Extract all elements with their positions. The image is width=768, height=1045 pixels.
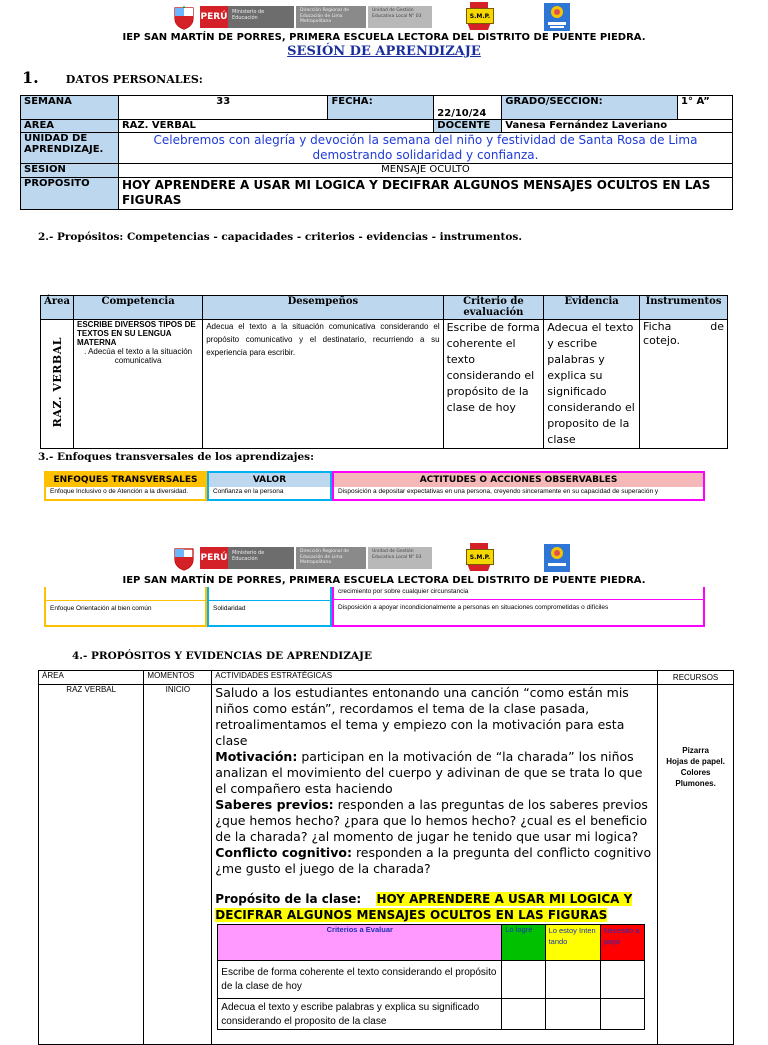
header-evidencia: Evidencia: [544, 296, 640, 320]
enfoque-row2: Enfoque Orientación al bien común: [50, 605, 152, 612]
section-number: 1.: [22, 68, 39, 87]
recurso-item: Plumones.: [675, 779, 716, 788]
capacidad-text: . Adecúa el texto a la situación comunicativa: [84, 347, 193, 365]
motivacion-text: participan en la motivación de “la charada” los niños analizan el movimiento del cuerpo y adivinan de que se trata lo que el compañero esta haciendo: [215, 749, 643, 796]
valor-column-cont: [207, 587, 332, 627]
recursos-cell: [658, 685, 734, 1045]
section4-title: 4.- PROPÓSITOS Y EVIDENCIAS DE APRENDIZAJE: [72, 650, 372, 662]
valor-column: [207, 471, 332, 501]
evaluation-table: [217, 924, 645, 1030]
semana-label: SEMANA: [21, 96, 119, 120]
necesito-apoyo-header: Necesito apoyo: [600, 925, 644, 961]
lo-estoy-intentando-header: Lo estoy Intentando: [545, 925, 600, 961]
smp-logo: S.M.P.: [464, 543, 494, 573]
header-desempenos: Desempeños: [203, 296, 443, 320]
instrumento-text: Ficha de cotejo.: [640, 320, 728, 449]
recurso-item: Pizarra: [682, 746, 709, 755]
area-vertical-label: RAZ. VERBAL: [50, 336, 64, 428]
docente-value: Vanesa Fernández Laveriano: [502, 120, 733, 133]
proposito-paragraph: [215, 891, 654, 923]
saberes-text: responden a las preguntas de los saberes previos ¿que hemos hecho? ¿para que lo hemos hecho? ¿cual es el beneficio de la charada? ¿al momento de jugar he tenido que usar mi logica?: [215, 797, 648, 844]
criterio-row-1: Escribe de forma coherente el texto considerando el propósito de la clase de hoy: [218, 961, 502, 999]
enfoque-cont-spacer: [46, 587, 205, 601]
fecha-label: FECHA:: [328, 96, 434, 120]
col-actividades: ACTIVIDADES ESTRATÉGICAS: [212, 671, 658, 685]
actividades-cell: [212, 685, 658, 1045]
peru-logo: PERÚ: [200, 6, 228, 28]
eval-check-cell[interactable]: [600, 999, 644, 1030]
smp-logo: S.M.P.: [464, 2, 494, 32]
enfoque-column: [44, 471, 207, 501]
semana-value: 33: [118, 96, 327, 120]
valor-cont-spacer: [209, 587, 330, 601]
header-area: Área: [41, 296, 74, 320]
competencia-cell: [74, 320, 203, 449]
intro-paragraph: Saludo a los estudiantes entonando una canción “como están mis niños como están”, recordamos el tema de la clase pasada, retroalimentamos el tema y empiezo con la motivación para esta clase: [215, 685, 629, 748]
header-logos-page2: [172, 543, 592, 573]
grado-value: 1° A”: [678, 96, 733, 120]
competencias-table: [40, 295, 728, 449]
enfoque-row1: Enfoque Inclusivo o de Atención a la diversidad.: [50, 488, 189, 495]
unidad-label: UNIDAD DE APRENDIZAJE.: [21, 133, 119, 164]
area-value: RAZ. VERBAL: [118, 120, 433, 133]
lo-logre-header: Lo logré: [502, 925, 545, 961]
eval-check-cell[interactable]: [502, 999, 545, 1030]
eval-check-cell[interactable]: [600, 961, 644, 999]
conflicto-paragraph: [215, 845, 654, 877]
ugel-emblem-icon: [542, 542, 572, 574]
peru-coat-of-arms-icon: [172, 4, 196, 30]
header-logos: [172, 2, 592, 32]
area-value: RAZ VERBAL: [39, 685, 144, 1045]
minedu-logo: Ministerio de Educación: [228, 6, 294, 28]
evidencia-text: Adecua el texto y escribe palabras y explica su significado considerando el proposito de la clase: [544, 320, 640, 449]
proposito-text: HOY APRENDERE A USAR MI LOGICA Y DECIFRAR ALGUNOS MENSAJES OCULTOS EN LAS FIGURAS: [215, 892, 633, 922]
momento-value: INICIO: [144, 685, 212, 1045]
grado-label: GRADO/SECCION:: [502, 96, 678, 120]
area-label: AREA: [21, 120, 119, 133]
actitudes-column-cont: [332, 587, 705, 627]
school-title-page2: IEP SAN MARTÍN DE PORRES, PRIMERA ESCUELA LECTORA DEL DISTRITO DE PUENTE PIEDRA.: [122, 575, 646, 586]
eval-check-cell[interactable]: [545, 999, 600, 1030]
enfoque-column-cont: [44, 587, 207, 627]
dre-logo: Dirección Regional de Educación de Lima Metropolitana: [296, 6, 366, 28]
area-vertical-cell: [41, 320, 74, 449]
datos-personales-table: [20, 95, 733, 210]
valor-header: VALOR: [209, 473, 330, 487]
criterio-row-2: Adecua el texto y escribe palabras y explica su significado considerando el proposito de la clase: [218, 999, 502, 1030]
sesion-label: SESION: [21, 164, 119, 178]
criterio-text: Escribe de forma coherente el texto considerando el propósito de la clase de hoy: [443, 320, 544, 449]
criterios-header: Criterios a Evaluar: [218, 925, 502, 961]
session-title: SESIÓN DE APRENDIZAJE: [287, 44, 481, 59]
valor-row2: Solidaridad: [213, 605, 246, 612]
header-instrumentos: Instrumentos: [640, 296, 728, 320]
actitudes-header: ACTITUDES O ACCIONES OBSERVABLES: [334, 473, 703, 487]
dre-logo: Dirección Regional de Educación de Lima Metropolitana: [296, 547, 366, 569]
actividades-table: [38, 670, 734, 1045]
eval-check-cell[interactable]: [502, 961, 545, 999]
valor-row1: Confianza en la persona: [213, 488, 284, 495]
enfoque-header: ENFOQUES TRANSVERSALES: [46, 473, 205, 487]
ugel-logo: Unidad de Gestión Educativa Local N° 03: [368, 6, 432, 28]
section3-title: 3.- Enfoques transversales de los aprendizajes:: [38, 451, 314, 463]
header-competencia: Competencia: [74, 296, 203, 320]
proposito-value: HOY APRENDERE A USAR MI LOGICA Y DECIFRAR ALGUNOS MENSAJES OCULTOS EN LAS FIGURAS: [118, 178, 732, 210]
conflicto-text: responden a la pregunta del conflicto cognitivo ¿me gusto el juego de la charada?: [215, 845, 652, 876]
school-title: IEP SAN MARTÍN DE PORRES, PRIMERA ESCUELA LECTORA DEL DISTRITO DE PUENTE PIEDRA.: [122, 32, 646, 43]
conflicto-label: Conflicto cognitivo:: [215, 845, 352, 860]
section1-heading: [22, 68, 203, 87]
sesion-value: MENSAJE OCULTO: [118, 164, 732, 178]
proposito-label: Propósito de la clase:: [215, 892, 362, 906]
eval-check-cell[interactable]: [545, 961, 600, 999]
motivacion-label: Motivación:: [215, 749, 298, 764]
docente-label: DOCENTE: [434, 120, 502, 133]
motivacion-paragraph: [215, 749, 654, 797]
col-area: ÁREA: [39, 671, 144, 685]
actitud-row1: Disposición a depositar expectativas en una persona, creyendo sinceramente en su capacidad de superación y: [338, 488, 659, 495]
minedu-logo: Ministerio de Educación: [228, 547, 294, 569]
proposito-label: PROPOSITO: [21, 178, 119, 210]
saberes-paragraph: [215, 797, 654, 845]
recurso-item: Colores: [680, 768, 711, 777]
desempeno-text: Adecua el texto a la situación comunicativa considerando el propósito comunicativo y el destinatario, recurriendo a su experiencia para escribir.: [203, 320, 443, 449]
col-recursos: RECURSOS: [658, 671, 734, 685]
section2-title: 2.- Propósitos: Competencias - capacidades - criterios - evidencias - instrumentos.: [38, 231, 522, 243]
col-momentos: MOMENTOS: [144, 671, 212, 685]
ugel-emblem-icon: [542, 1, 572, 33]
header-criterio: Criterio de evaluación: [443, 296, 544, 320]
recurso-item: Hojas de papel.: [666, 757, 725, 766]
saberes-label: Saberes previos:: [215, 797, 334, 812]
actitud-row1-cont: crecimiento por sobre cualquier circunstancia: [334, 587, 703, 600]
section-title: DATOS PERSONALES:: [65, 73, 203, 86]
competencia-text: ESCRIBE DIVERSOS TIPOS DE TEXTOS EN SU LENGUA MATERNA: [77, 320, 196, 347]
peru-logo: PERÚ: [200, 547, 228, 569]
peru-coat-of-arms-icon: [172, 545, 196, 571]
unidad-value: Celebremos con alegría y devoción la semana del niño y festividad de Santa Rosa de Lima demostrando solidaridad y confianza.: [118, 133, 732, 164]
actitud-row2: Disposición a apoyar incondicionalmente a personas en situaciones comprometidas o difíciles: [338, 604, 609, 611]
actitudes-column: [332, 471, 705, 501]
ugel-logo: Unidad de Gestión Educativa Local N° 03: [368, 547, 432, 569]
fecha-value: 22/10/24: [434, 96, 502, 120]
